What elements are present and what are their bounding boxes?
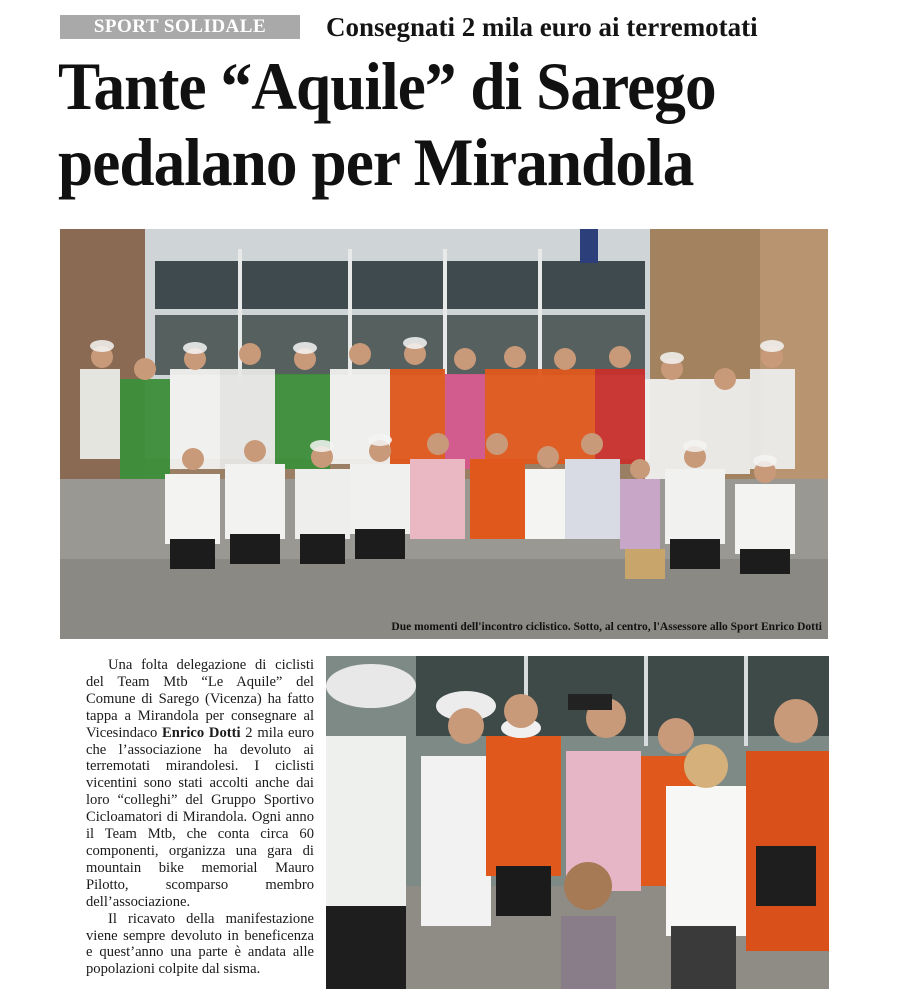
article-body xyxy=(86,657,314,978)
handshake-photo-image xyxy=(326,656,829,989)
article-p1-part-b: 2 mila euro che l’associazione ha devoluto ai terremotati mirandolesi. I ciclisti vicentini sono stati accolti anche dai loro “colleghi” del Gruppo Sportivo Cicloamatori di Mirandola. Ogni anno il Team Mtb, che conta circa 60 componenti, organizza una gara di mountain bike memorial Mauro Pilotto, scomparso membro dell’associazione. xyxy=(86,724,314,910)
section-kicker: SPORT SOLIDALE xyxy=(60,15,300,39)
group-photo xyxy=(60,229,828,639)
headline xyxy=(58,48,849,200)
photo-caption: Due momenti dell'incontro ciclistico. Sotto, al centro, l'Assessore allo Sport Enrico Dotti xyxy=(391,621,822,633)
article-paragraph-1 xyxy=(86,657,314,911)
headline-line-2: pedalano per Mirandola xyxy=(58,124,694,200)
assessore-name: Enrico Dotti xyxy=(162,724,241,741)
group-photo-image xyxy=(60,229,828,639)
article-p1-part-a: Una folta delegazione di ciclisti del Team Mtb “Le Aquile” del Comune di Sarego (Vicenza) ha fatto tappa a Mirandola per consegnare al Vicesindaco xyxy=(86,657,314,741)
headline-line-1: Tante “Aquile” di Sarego xyxy=(58,48,716,124)
subheadline: Consegnati 2 mila euro ai terremotati xyxy=(326,12,758,42)
handshake-photo xyxy=(326,656,829,989)
article-paragraph-2: Il ricavato della manifestazione viene sempre devoluto in beneficenza e quest’anno una parte è andata alle popolazioni colpite dal sisma. xyxy=(86,910,314,978)
